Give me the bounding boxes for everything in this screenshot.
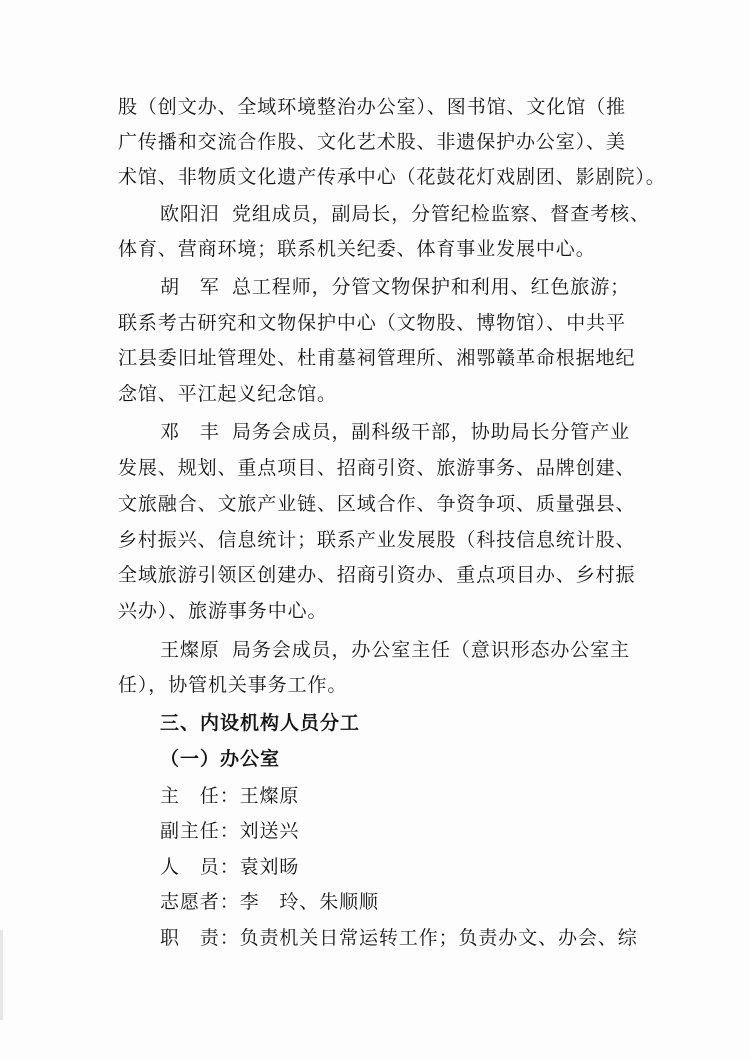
text-line-1: 股（创文办、全域环境整治办公室）、图书馆、文化馆（推 <box>118 96 626 118</box>
text-line-16: 局务会成员，办公室主任（意识形态办公室主 <box>232 639 631 661</box>
text-line-4: 党组成员，副局长，分管纪检监察、督查考核、 <box>232 203 650 225</box>
person-name: 王燦原 <box>160 639 220 661</box>
section-heading: 三、内设机构人员分工 <box>160 712 361 734</box>
staff-line: 人 员：袁刘旸 <box>160 856 300 878</box>
text-line-10: 局务会成员，副科级干部，协助局长分管产业 <box>232 421 631 443</box>
paragraph-ouyang <box>160 201 648 231</box>
text-line-13: 乡村振兴、信息统计；联系产业发展股（科技信息统计股、 <box>118 529 636 551</box>
paragraph-wang <box>160 637 648 667</box>
person-name: 邓 丰 <box>160 421 220 443</box>
paragraph-dengfeng <box>160 419 648 449</box>
text-line-17: 任），协管机关事务工作。 <box>118 674 348 696</box>
text-line-14: 全域旅游引领区创建办、招商引资办、重点项目办、乡村振 <box>118 564 636 586</box>
text-line-12: 文旅融合、文旅产业链、区域合作、争资争项、质量强县、 <box>118 493 636 515</box>
text-line-3: 术馆、非物质文化遗产传承中心（花鼓花灯戏剧团、影剧院）。 <box>118 166 666 188</box>
deputy-line: 副主任：刘送兴 <box>160 820 300 842</box>
volunteers-line: 志愿者：李 玲、朱顺顺 <box>160 891 379 913</box>
duties-line: 职 责：负责机关日常运转工作；负责办文、办会、综 <box>160 927 638 949</box>
person-name: 胡 军 <box>160 276 220 298</box>
scan-edge-mark <box>0 930 3 1020</box>
text-line-9: 念馆、平江起义纪念馆。 <box>118 383 337 405</box>
text-line-2: 广传播和交流合作股、文化艺术股、非遗保护办公室）、美 <box>118 131 626 153</box>
subsection-heading: （一）办公室 <box>160 748 281 770</box>
person-name: 欧阳汨 <box>160 203 220 225</box>
text-line-15: 兴办）、旅游事务中心。 <box>118 600 328 622</box>
text-line-6: 总工程师，分管文物保护和利用、红色旅游； <box>232 276 631 298</box>
director-line: 主 任：王燦原 <box>160 785 300 807</box>
text-line-11: 发展、规划、重点项目、招商引资、旅游事务、品牌创建、 <box>118 457 636 479</box>
paragraph-hujun <box>160 274 648 304</box>
text-line-7: 联系考古研究和文物保护中心（文物股、博物馆）、中共平 <box>118 312 626 334</box>
text-line-5: 体育、营商环境；联系机关纪委、体育事业发展中心。 <box>118 238 596 260</box>
text-line-8: 江县委旧址管理处、杜甫墓祠管理所、湘鄂赣革命根据地纪 <box>118 347 636 369</box>
